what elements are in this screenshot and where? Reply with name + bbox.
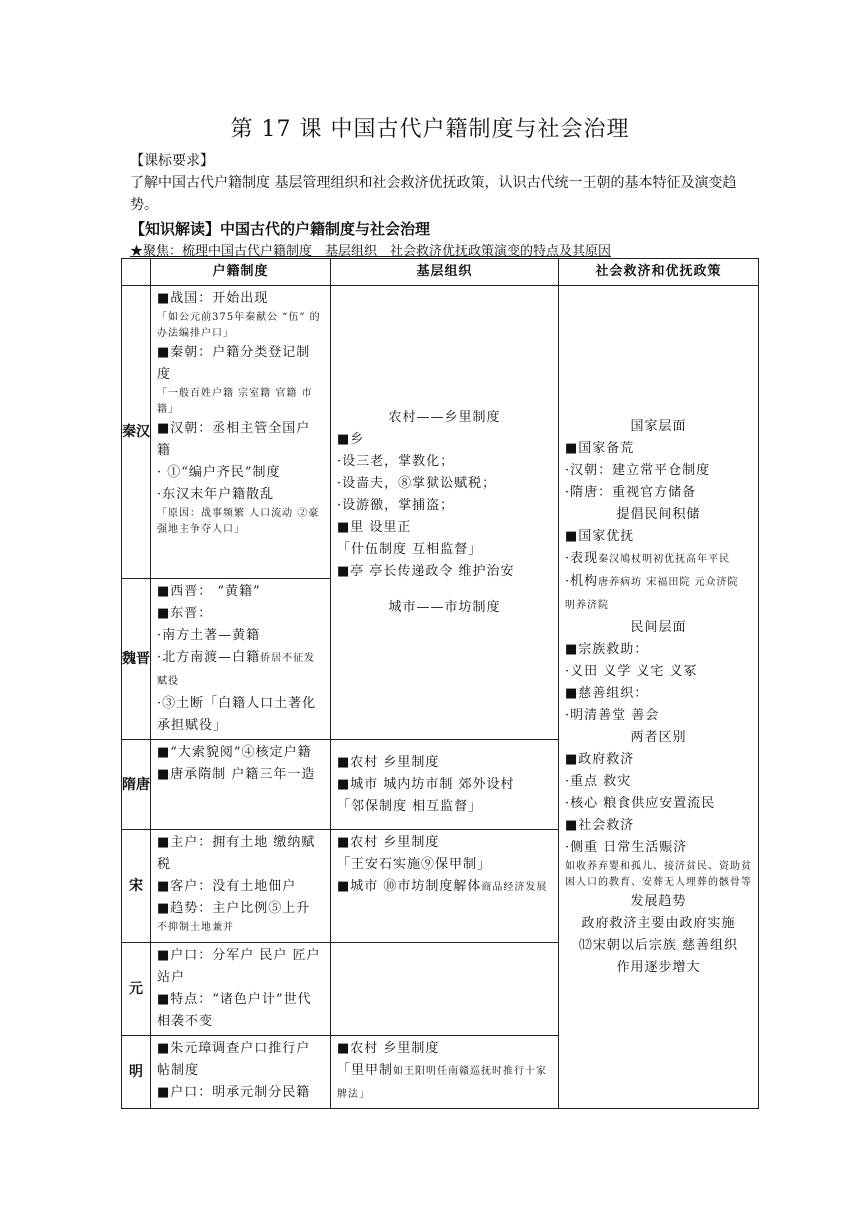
page-title: 第 17 课 中国古代户籍制度与社会治理 [230,117,630,142]
note-text: 侨居不征发赋役 [157,653,316,687]
list-item: ■唐承隋制 户籍三年一造 [157,767,316,782]
item-label: ■城市 ⑩市坊制度解体 [337,879,482,894]
list-item: ■慈善组织： [565,685,649,701]
list-item: ■城市 城内坊市制 郊外设村 [337,776,515,792]
jiuji-cell [559,286,759,1109]
list-item: ■“大索貌阅”④核定户籍 [157,745,312,760]
note-text: 不抑制土地兼并 [157,922,234,933]
focus-line: ★聚焦：梳理中国古代户籍制度 基层组织 社会救济优抚政策演变的特点及其原因 [130,244,612,259]
list-item: ·侧重 日常生活赈济 [565,839,688,855]
jiceng-ming [331,1036,559,1109]
list-item: ■社会救济 [565,817,635,833]
list-item: ·汉朝：建立常平仓制度 [565,462,711,478]
jiceng-song [331,830,559,943]
era-ming: 明 [122,1036,151,1109]
list-item: 「什伍制度 互相监督」 [337,541,483,557]
item-label: ·机构 [565,573,599,589]
huji-song [151,830,331,943]
era-yuan: 元 [122,943,151,1036]
note-text: 秦汉鳩杖明初优抚高年平民 [598,553,731,565]
huji-qinhan [151,286,331,579]
huji-suitang [151,740,331,830]
spacer [337,583,552,597]
list-item: ■趋势：主户比例⑤上升 [157,901,311,916]
item-label: ·表现 [565,550,599,566]
jiceng-suitang [331,740,559,830]
list-item: 「邻保制度 相互监督」 [337,798,483,814]
list-item: ■西晋： “黄籍” [157,584,261,599]
knowledge-heading: 【知识解读】中国古代的户籍制度与社会治理 [130,220,431,238]
list-item: 提倡民间积储 [616,506,701,522]
list-item: ■户口：明承元制分民籍 [157,1085,311,1100]
subheading: 城市——市坊制度 [388,599,501,615]
list-item: ■国家备荒 [565,440,635,456]
list-item: ■特点：“诸色户计”世代相袭不变 [157,992,312,1029]
list-item: 政府救济主要由政府实施 [581,915,736,931]
list-item: ■乡 [337,431,365,447]
note-text: 商品经济发展 [481,882,548,893]
era-weijin: 魏晋 [122,579,151,740]
list-item: ·东汉末年户籍散乱 [157,487,275,502]
table-row [122,286,759,579]
list-item: ·南方土著—黄籍 [157,628,261,643]
list-item: ■农村 乡里制度 [337,835,440,850]
list-item: ·明清善堂 善会 [565,707,660,723]
list-item: ■户口：分军户 民户 匠户 站户 [157,948,321,985]
header-jiceng: 基层组织 [331,259,559,286]
list-item [565,571,752,617]
requirement-heading: 【课标要求】 [130,153,214,169]
note-text: 如收养弃婴和孤儿、接济贫民、资助贫困人口的教育、安葬无人埋葬的骸骨等 [565,860,752,888]
list-item: · ①“编户齐民”制度 [157,465,281,480]
item-label: 「里甲制 [337,1063,394,1078]
list-item: ■农村 乡里制度 [337,1041,440,1056]
jiceng-early [331,286,559,740]
huji-weijin [151,579,331,740]
history-table [121,258,759,1109]
subheading: 两者区别 [630,729,687,745]
list-item: ·核心 粮食供应安置流民 [565,795,716,811]
table-header-row [122,259,759,286]
note-text: 「一般百姓户籍 宗室籍 官籍 市籍」 [157,388,313,415]
list-item: ·设三老，掌教化； [337,453,455,469]
note-text: 如王阳明任南赣巡抚时推行十家牌法」 [337,1066,548,1100]
list-item: ■主户：拥有土地 缴纳赋税 [157,835,316,872]
note-text: 「如公元前375年秦献公 “伍” 的办法编排户口」 [157,312,321,339]
list-item: ·义田 义学 义宅 义冢 [565,663,698,679]
header-corner [122,259,151,286]
list-item [565,548,752,571]
header-huji: 户籍制度 [151,259,331,286]
subheading: 民间层面 [630,619,687,635]
list-item: ■农村 乡里制度 [337,754,440,770]
huji-yuan [151,943,331,1036]
list-item: ⑿宋朝以后宗族 慈善组织 [578,937,739,953]
list-item: ■秦朝：户籍分类登记制度 [157,345,311,382]
list-item [337,1060,552,1106]
header-jiuji: 社会救济和优抚政策 [559,259,759,286]
list-item: ■客户：没有土地佃户 [157,879,297,894]
list-item: ■东晋： [157,606,213,621]
list-item: ■里 设里正 [337,519,412,535]
subheading: 农村——乡里制度 [388,409,501,425]
list-item: ■汉朝：丞相主管全国户籍 [157,421,311,458]
era-qinhan: 秦汉 [122,286,151,579]
jiceng-yuan [331,943,559,1036]
list-item: ■亭 亭长传递政令 维护治安 [337,563,515,579]
list-item: ■国家优抚 [565,528,635,544]
note-text: 唐养病坊 宋福田院 元众济院 明养济院 [565,576,739,611]
subheading: 发展趋势 [630,893,687,909]
list-item: ·③土断「白籍人口土著化 承担赋役」 [157,696,317,733]
item-label: ·北方南渡—白籍 [157,650,261,665]
list-item: ■朱元璋调查户口推行户帖制度 [157,1041,311,1078]
list-item [157,647,324,693]
list-item: ·设游徼，掌捕盗； [337,497,455,513]
era-suitang: 隋唐 [122,740,151,830]
requirement-text: 了解中国古代户籍制度 基层管理组织和社会救济优抚政策，认识古代统一王朝的基本特征及演变趋势。 [130,175,737,213]
list-item: ·重点 救灾 [565,773,632,789]
subheading: 国家层面 [630,418,687,434]
note-text: 「原因：战事频繁 人口流动 ②豪强地主争夺人口」 [157,508,320,535]
list-item [337,876,552,899]
huji-ming [151,1036,331,1109]
list-item: ■宗族救助： [565,641,649,657]
list-item: ■政府救济 [565,751,635,767]
list-item: 「王安石实施⑨保甲制」 [337,857,492,872]
list-item: ■战国：开始出现 [157,291,269,306]
list-item: 作用逐步增大 [616,959,701,975]
era-song: 宋 [122,830,151,943]
list-item: ·隋唐：重视官方储备 [565,484,697,500]
list-item: ·设啬夫，⑧掌狱讼赋税； [337,475,497,491]
